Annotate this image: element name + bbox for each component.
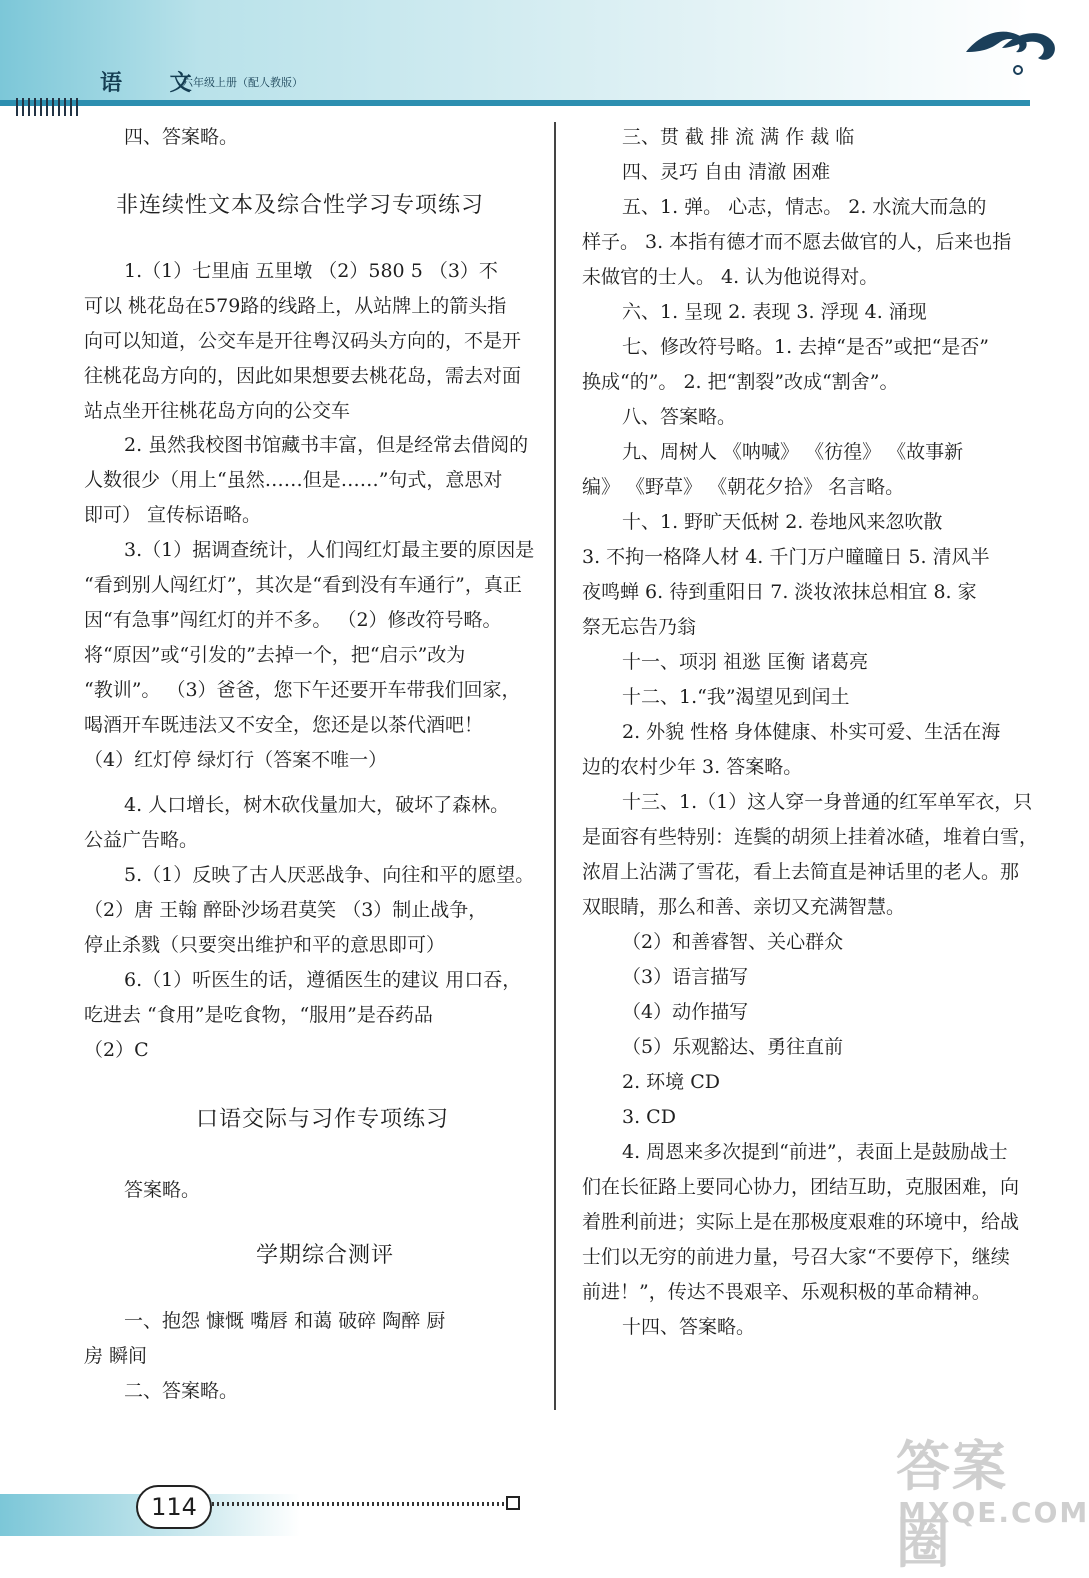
answer-block (84, 1173, 200, 1208)
answer-line: 将“原因”或“引发的”去掉一个，把“启示”改为 (84, 644, 466, 666)
answer-block (84, 120, 238, 155)
answer-line: 向可以知道，公交车是开往粤汉码头方向的，不是开 (84, 330, 522, 352)
square-end-icon (506, 1496, 520, 1510)
page-number: 114 (136, 1485, 212, 1529)
answer-line: 1.（1）七里庙 五里墩 （2）580 5 （3）不 (124, 260, 498, 282)
answer-line: 喝酒开车既违法又不安全，您还是以茶代酒吧！ (84, 714, 484, 736)
answer-block (84, 788, 509, 858)
answer-block (84, 1374, 238, 1409)
answer-line: 3.（1）据调查统计，人们闯红灯最主要的原因是 (124, 539, 535, 561)
answer-line: 5.（1）反映了古人厌恶战争、向往和平的愿望。 (124, 864, 535, 886)
answer-line: 边的农村少年 3. 答案略。 (582, 756, 803, 778)
answer-block (84, 533, 534, 778)
answer-line: 可以 桃花岛在579路的线路上，从站牌上的箭头指 (84, 295, 507, 317)
answer-line: （4）红灯停 绿灯行（答案不唯一） (84, 749, 388, 771)
watermark (896, 1424, 1089, 1575)
answer-line: 六、1. 呈现 2. 表现 3. 浮现 4. 涌现 (622, 301, 927, 323)
answer-line: 五、1. 弹。 心志，情志。 2. 水流大而急的 (622, 196, 987, 218)
answer-line: 吃进去 “食用”是吃食物，“服用”是吞药品 (84, 1004, 433, 1026)
answer-line: （2）唐 王翰 醉卧沙场君莫笑 （3）制止战争， (84, 899, 488, 921)
answer-line: （3）语言描写 (622, 966, 749, 988)
answer-line: 换成“的”。 2. 把“割裂”改成“割舍”。 (582, 371, 899, 393)
answer-line: 四、灵巧 自由 清澈 困难 (622, 161, 831, 183)
answer-line: 九、周树人 《呐喊》 《彷徨》 《故事新 (622, 441, 964, 463)
answer-line: 十二、1.“我”渴望见到闰土 (622, 686, 850, 708)
answer-line: 人数很少（用上“虽然……但是……”句式，意思对 (84, 469, 503, 491)
answer-line: 样子。 3. 本指有德才而不愿去做官的人，后来也指 (582, 231, 1012, 253)
grade-edition: 六年级上册（配人教版） (182, 76, 303, 89)
column-divider (554, 122, 556, 1410)
answer-line: 2. 环境 CD (622, 1071, 720, 1093)
answer-line: 公益广告略。 (84, 829, 199, 851)
answer-line: 2. 外貌 性格 身体健康、朴实可爱、生活在海 (622, 721, 1001, 743)
answer-line: 即可） 宣传标语略。 (84, 504, 262, 526)
answer-line: 士们以无穷的前进力量，号召大家“不要停下，继续 (582, 1246, 1010, 1268)
answer-block (84, 428, 528, 533)
header-stripe (0, 100, 1030, 106)
answer-block (84, 858, 534, 963)
section-heading: 非连续性文本及综合性学习专项练习 (116, 193, 485, 218)
answer-line: （2）和善睿智、关心群众 (622, 931, 844, 953)
answer-line: 一、抱怨 慷慨 嘴唇 和蔼 破碎 陶醉 厨 (124, 1310, 446, 1332)
answer-line: 4. 人口增长，树木砍伐量加大，破坏了森林。 (124, 794, 510, 816)
answer-line: 十一、项羽 祖逖 匡衡 诸葛亮 (622, 651, 869, 673)
section-heading: 学期综合测评 (256, 1243, 395, 1268)
answer-line: 房 瞬间 (84, 1345, 148, 1367)
answer-line: 是面容有些特别：连鬓的胡须上挂着冰碴，堆着白雪， (582, 826, 1039, 848)
answer-line: 十三、1.（1）这人穿一身普通的红军单军衣，只 (622, 791, 1033, 813)
answer-line: 三、贯 截 排 流 满 作 裁 临 (622, 126, 855, 148)
answer-line: 们在长征路上要同心协力，团结互助，克服困难，向 (582, 1176, 1020, 1198)
answer-line: “教训”。 （3）爸爸，您下午还要开车带我们回家， (84, 679, 521, 701)
answer-line: 浓眉上沾满了雪花，看上去简直是神话里的老人。那 (582, 861, 1020, 883)
subject-title: 语 文 (100, 70, 212, 96)
answer-block (84, 963, 521, 1068)
answer-line: 四、答案略。 (124, 126, 239, 148)
answer-line: 因“有急事”闯红灯的并不多。 （2）修改符号略。 (84, 609, 502, 631)
answer-line: 二、答案略。 (124, 1380, 239, 1402)
watermark-url: MXQE.COM (898, 1496, 1089, 1529)
answer-line: 着胜利前进；实际上是在那极度艰难的环境中，给战 (582, 1211, 1020, 1233)
answer-line: 八、答案略。 (622, 406, 737, 428)
section-heading: 口语交际与习作专项练习 (196, 1107, 450, 1132)
watermark-logo-text: 答案圈 (896, 1435, 1008, 1575)
answer-line: 十、1. 野旷天低树 2. 卷地风来忽吹散 (622, 511, 943, 533)
wave-logo-icon (962, 22, 1058, 84)
header-ticks (16, 98, 78, 116)
answer-line: 站点坐开往桃花岛方向的公交车 (84, 400, 351, 422)
answer-block (84, 254, 521, 429)
answer-line: 双眼睛，那么和善、亲切又充满智慧。 (582, 896, 906, 918)
answer-line: 答案略。 (124, 1179, 201, 1201)
answer-line: 夜鸣蝉 6. 待到重阳日 7. 淡妆浓抹总相宜 8. 家 (582, 581, 977, 603)
answer-line: 祭无忘告乃翁 (582, 616, 697, 638)
answer-line: （4）动作描写 (622, 1001, 749, 1023)
answer-line: 3. CD (622, 1106, 676, 1128)
answer-block (582, 120, 1038, 1345)
answer-line: 十四、答案略。 (622, 1316, 756, 1338)
answer-line: 3. 不拘一格降人材 4. 千门万户曈曈日 5. 清风半 (582, 546, 990, 568)
answer-line: 6.（1）听医生的话，遵循医生的建议 用口吞， (124, 969, 522, 991)
answer-line: 停止杀戮（只要突出维护和平的意思即可） (84, 934, 446, 956)
answer-line: 编》 《野草》 《朝花夕拾》 名言略。 (582, 476, 905, 498)
answer-block (84, 1304, 445, 1374)
answer-line: 4. 周恩来多次提到“前进”，表面上是鼓励战士 (622, 1141, 1008, 1163)
answer-line: 2. 虽然我校图书馆藏书丰富，但是经常去借阅的 (124, 434, 529, 456)
answer-line: （5）乐观豁达、勇往直前 (622, 1036, 844, 1058)
answer-line: 往桃花岛方向的，因此如果想要去桃花岛，需去对面 (84, 365, 522, 387)
answer-line: 未做官的士人。 4. 认为他说得对。 (582, 266, 879, 288)
answer-line: 前进！”，传达不畏艰辛、乐观积极的革命精神。 (582, 1281, 991, 1303)
answer-line: 七、修改符号略。1. 去掉“是否”或把“是否” (622, 336, 990, 358)
dotted-leader (212, 1502, 504, 1506)
answer-line: （2）C (84, 1039, 149, 1061)
answer-line: “看到别人闯红灯”，其次是“看到没有车通行”，真正 (84, 574, 522, 596)
